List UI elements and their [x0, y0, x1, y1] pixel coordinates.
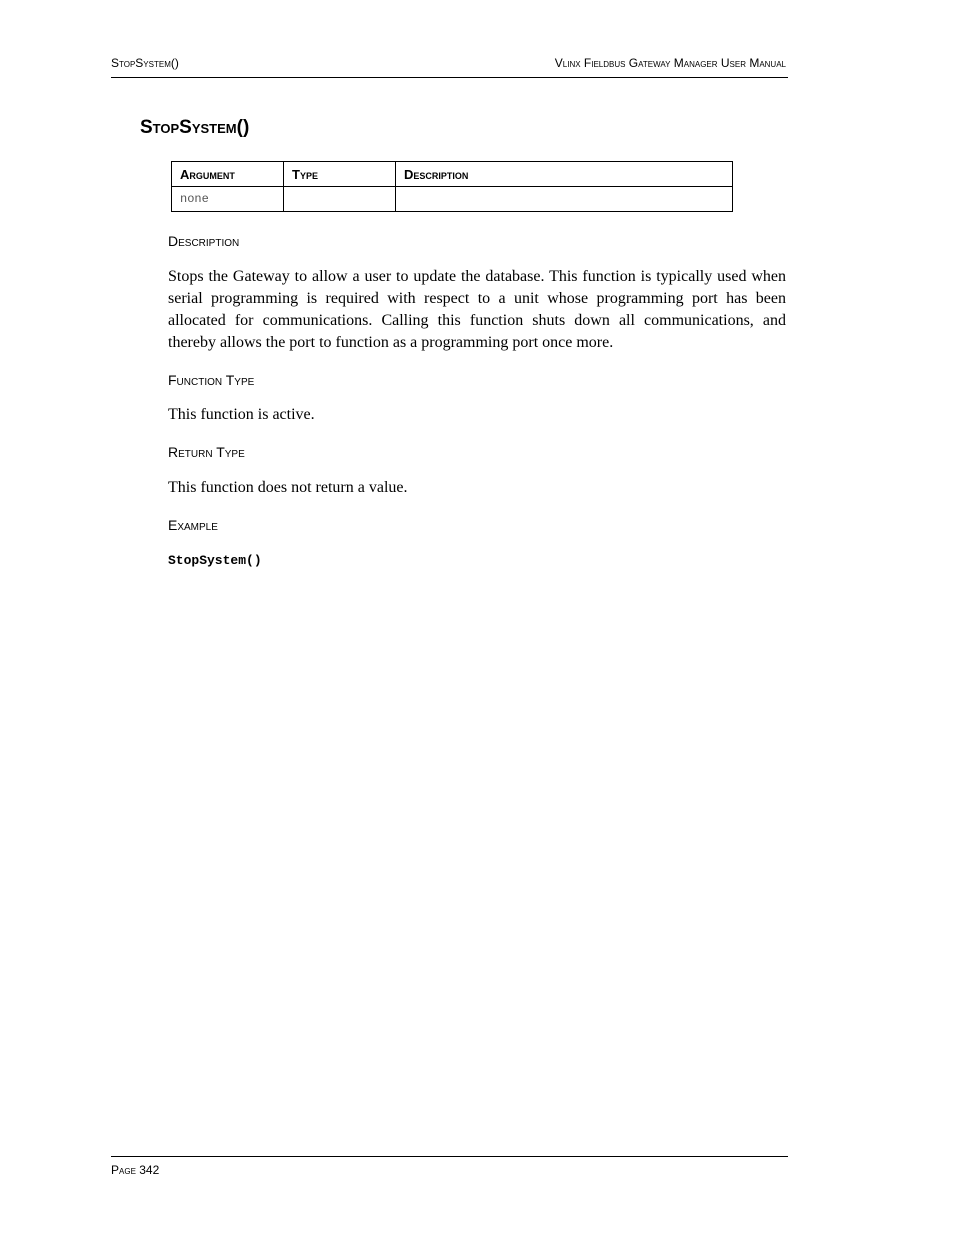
example-heading: Example — [168, 517, 218, 533]
description-text: Stops the Gateway to allow a user to update the database. This function is typically used when serial programming is required with respect to a unit whose programming port has been allocated for communications. Calling this function shuts down all communications, and thereby allows the port to function as a programming port once more. — [168, 268, 786, 351]
column-header-description: Description — [396, 162, 733, 187]
page-header — [111, 56, 788, 78]
description-heading: Description — [168, 233, 240, 249]
cell-argument: none — [172, 187, 284, 212]
example-code: StopSystem() — [168, 553, 262, 568]
argument-table — [171, 161, 733, 212]
page-footer — [111, 1156, 788, 1177]
return-type-text: This function does not return a value. — [168, 479, 408, 496]
table-header-row — [172, 162, 733, 187]
cell-description — [396, 187, 733, 212]
page-number: Page 342 — [111, 1163, 160, 1177]
column-header-type: Type — [284, 162, 396, 187]
header-manual-title: Vlinx Fieldbus Gateway Manager User Manual — [554, 56, 786, 70]
return-type-heading: Return Type — [168, 444, 245, 460]
header-section-name: StopSystem() — [111, 56, 179, 70]
cell-type — [284, 187, 396, 212]
function-type-heading: Function Type — [168, 372, 255, 388]
function-type-text: This function is active. — [168, 406, 315, 423]
column-header-argument: Argument — [172, 162, 284, 187]
table-row — [172, 187, 733, 212]
page-title: StopSystem() — [140, 117, 250, 138]
